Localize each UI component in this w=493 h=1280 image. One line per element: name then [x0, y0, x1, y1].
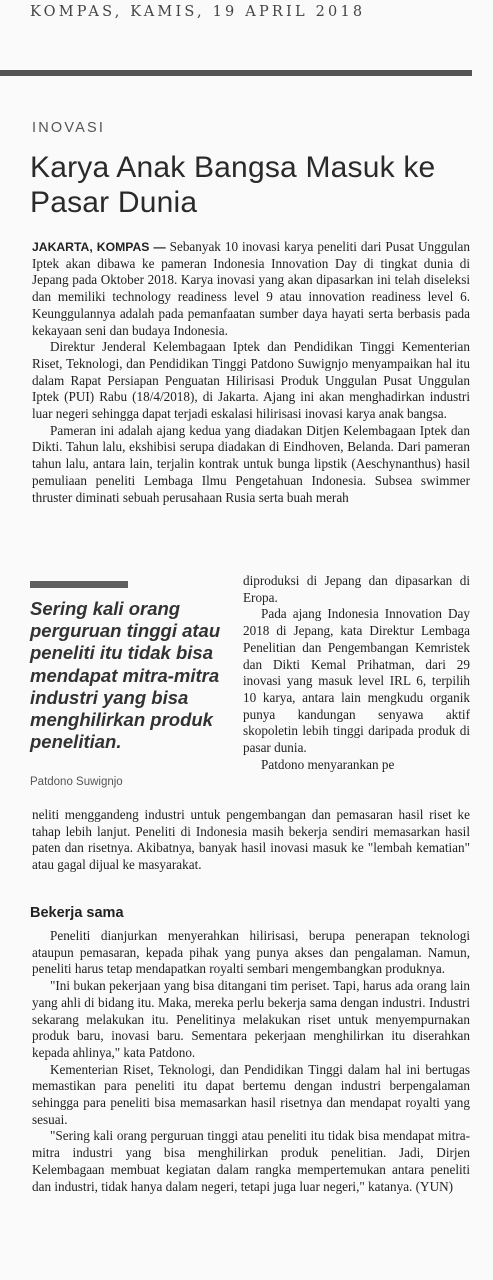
dateline: JAKARTA, KOMPAS — [32, 240, 166, 254]
headline: Karya Anak Bangsa Masuk ke Pasar Dunia [30, 151, 436, 219]
pullquote: Sering kali orang perguruan tinggi atau peneliti itu tidak bisa mendapat mitra-mitra industri yang bisa menghilirkan produk penelitian. [30, 598, 221, 753]
paragraph-5-start: Patdono menyarankan pe [261, 756, 395, 772]
paragraph-1: JAKARTA, KOMPAS — Sebanyak 10 inovasi karya peneliti dari Pusat Unggulan Iptek akan dibawa ke pameran Indonesia Innovation Day di tingkat dunia di Jepang pada Oktober 2018. Karya inovasi yang akan dipasarkan ini telah diseleksi dan memiliki technology readiness level 9 atau innovation readiness level 6. Keunggulannya adalah pada pemanfaatan sumber daya hayati serta berbasis pada kekayaan seni dan budaya Indonesia. [32, 239, 470, 338]
paragraph-4: Pada ajang Indonesia Innovation Day 2018 di Jepang, kata Direktur Lembaga Penelitian dan Pengembangan Kemristek dan Dikti Kemal Prihatman, dari 29 inovasi yang masuk level IRL 6, terpilih 10 karya, antara lain mengkudu organik punya kandungan senyawa aktif skopoletin lebih tinggi daripada produk di pasar dunia. [243, 606, 470, 756]
paragraph-6: Peneliti dianjurkan menyerahkan hilirisasi, berupa penerapan teknologi ataupun pemasaran, kepada pihak yang punya akses dan pengalaman. Namun, peneliti harus tetap mendapatkan royalti sembari mengembangkan produknya. [32, 928, 470, 977]
paragraph-7: "Ini bukan pekerjaan yang bisa ditangani tim periset. Tapi, harus ada orang lain yang ahli di bidang itu. Maka, mereka perlu bekerja sama dengan industri. Industri sekarang melakukan itu. Penelitinya melakukan riset untuk menyempurnakan produk baru, inovasi baru. Sementara pekerjaan menghilirkan itu diserahkan kepada ahlinya," kata Patdono. [32, 978, 470, 1060]
paragraph-9: "Sering kali orang perguruan tinggi atau peneliti itu tidak bisa mendapat mitra-mitra industri yang bisa menghilirkan produk penelitian. Jadi, Dirjen Kelembagaan membuat kegiatan dalam rangka mempertemukan antara peneliti dan industri, tidak hanya dalam negeri, tetapi juga luar negeri," katanya. (YUN) [32, 1128, 470, 1194]
pullquote-author: Patdono Suwignjo [30, 776, 123, 788]
article-continued [32, 807, 470, 874]
masthead: KOMPAS, KAMIS, 19 APRIL 2018 [30, 4, 366, 20]
paragraph-3: Pameran ini adalah ajang kedua yang diadakan Ditjen Kelembagaan Iptek dan Dikti. Tahun lalu, ekshibisi serupa diadakan di Eindhoven, Belanda. Dari pameran tahun lalu, antara lain, terjalin kontrak untuk bunga lipstik (Aeschynanthus) hasil pemuliaan peneliti Lembaga Ilmu Pengetahuan Indonesia. Subsea swimmer thruster diminati sebuah perusahaan Rusia serta buah merah [32, 422, 470, 505]
paragraph-3-continued: diproduksi di Jepang dan dipasarkan di Eropa. [243, 573, 470, 605]
article-section-2 [32, 928, 470, 1195]
paragraph-2: Direktur Jenderal Kelembagaan Iptek dan Pendidikan Tinggi Kementerian Riset, Teknologi, dan Pendidikan Tinggi Patdono Suwignjo menyampaikan hal itu dalam Rapat Persiapan Penguatan Hilirisasi Produk Unggulan Pusat Unggulan Iptek (PUI) Rabu (18/4/2018), di Jakarta. Ajang ini akan menghadirkan industri luar negeri sehingga dapat terjadi eskalasi hilirisasi inovasi karya anak bangsa. [32, 339, 470, 422]
rubric-label: INOVASI [32, 120, 106, 136]
section-subhead: Bekerja sama [30, 905, 124, 921]
paragraph-5: neliti menggandeng industri untuk pengembangan dan pemasaran hasil riset ke tahap lebih lanjut. Peneliti di Indonesia masih bekerja sendiri memasarkan hasil paten dan risetnya. Akibatnya, banyak hasil inovasi masuk ke "lembah kematian" atau gagal dijual ke masyarakat. [32, 807, 470, 873]
pullquote-bar [30, 581, 128, 588]
article-intro [32, 239, 470, 506]
top-rule [0, 70, 472, 76]
article-column-right [243, 573, 470, 773]
paragraph-8: Kementerian Riset, Teknologi, dan Pendidikan Tinggi dalam hal ini bertugas memastikan para peneliti itu dapat bertemu dengan industri berpengalaman sehingga para peneliti bisa memasarkan hasil risetnya dan mendapat royalti yang sesuai. [32, 1061, 470, 1127]
